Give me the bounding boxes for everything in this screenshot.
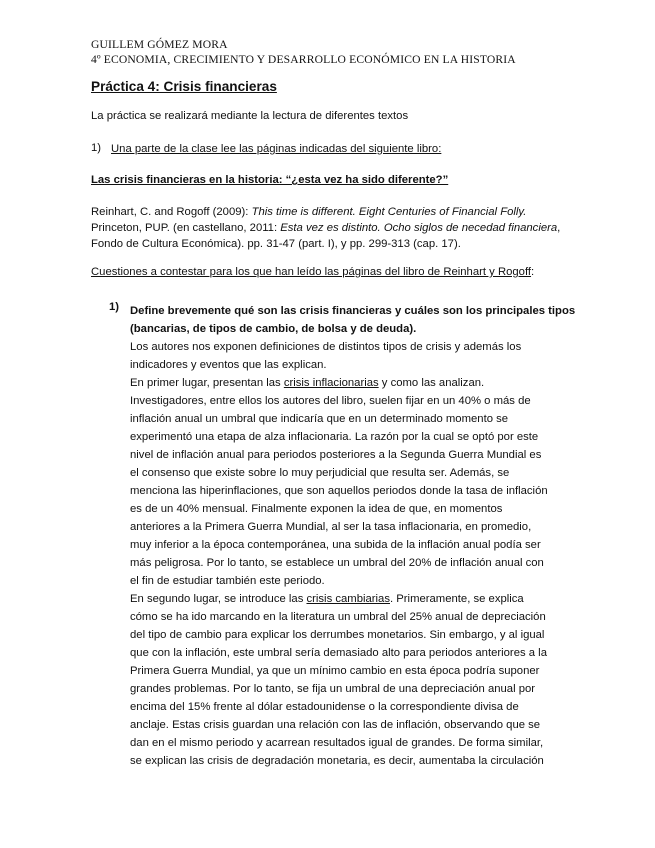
questions-heading: Cuestiones a contestar para los que han leído las páginas del libro de Reinhart y Rogoff: bbox=[91, 266, 535, 278]
step-text: Una parte de la clase lee las páginas indicadas del siguiente libro: bbox=[111, 143, 442, 155]
question-1-block: Define brevemente qué son las crisis financieras y cuáles son los principales tipos (bancarias, de tipos de cambio, de bolsa y de deuda). Los autores nos exponen definiciones de distintos tipos de crisis y además los indicadores y eventos que las explican. En primer lugar, presentan las crisis inflacionarias y como las analizan. Investigadores, entre ellos los autores del libro, suelen fijar en un 40% o más de inflación anual un umbral que indicaría que en un determinado momento se experimentó una etapa de alza inflacionaria. La razón por la cual se optó por este nivel de inflación anual para periodos posteriores a la Segunda Guerra Mundial es el consenso que existe sobre lo muy perjudicial que resulta ser. Además, se menciona las hiperinflaciones, que son aquellos periodos donde la tasa de inflación es de un 40% mensual. Finalmente exponen la idea de que, en momentos anteriores a la Primera Guerra Mundial, al ser la tasa inflacionaria, en promedio, muy inferior a la época contemporánea, una subida de la inflación anual podía ser más peligrosa. Por lo tanto, se establece un umbral del 20% de inflación anual con el fin de estudiar también este periodo. En segundo lugar, se introduce las crisis cambiarias. Primeramente, se explica cómo se ha ido marcando en la literatura un umbral del 25% anual de depreciación del tipo de cambio para explicar los derrumbes monetarios. Sin embargo, y al igual que con la inflación, este umbral sería demasiado alto para periodos anteriores a la Primera Guerra Mundial, ya que un mínimo cambio en esta época podría suponer grandes problemas. Por lo tanto, se fija un umbral de una depreciación anual por encima del 15% frente al dólar estadounidense o la correspondiente divisa de anclaje. Estas crisis guardan una relación con las de inflación, observando que se dan en el mismo periodo y acarrean resultados igual de grandes. De forma similar, se explican las crisis de degradación monetaria, es decir, aumentaba la circulación bbox=[130, 302, 570, 770]
intro-text: La práctica se realizará mediante la lectura de diferentes textos bbox=[91, 110, 409, 122]
author-name: GUILLEM GÓMEZ MORA bbox=[91, 38, 228, 51]
step-number: 1) bbox=[91, 142, 102, 154]
document-header bbox=[91, 38, 516, 67]
page-title: Práctica 4: Crisis financieras bbox=[91, 79, 277, 94]
course-name: 4º ECONOMIA, CRECIMIENTO Y DESARROLLO ECONÓMICO EN LA HISTORIA bbox=[91, 52, 516, 66]
question-number: 1) bbox=[109, 301, 120, 313]
question-text: Define brevemente qué son las crisis financieras y cuáles son los principales tipos bbox=[130, 305, 576, 317]
book-reference: Reinhart, C. and Rogoff (2009): This time is different. Eight Centuries of Financial Folly. Princeton, PUP. (en castellano, 2011: Esta vez es distinto. Ocho siglos de necedad financiera, Fondo de Cultura Económica). pp. 31-47 (part. I), y pp. 299-313 (cap. 17). bbox=[91, 206, 561, 250]
book-heading: Las crisis financieras en la historia: “¿esta vez ha sido diferente?” bbox=[91, 174, 449, 186]
